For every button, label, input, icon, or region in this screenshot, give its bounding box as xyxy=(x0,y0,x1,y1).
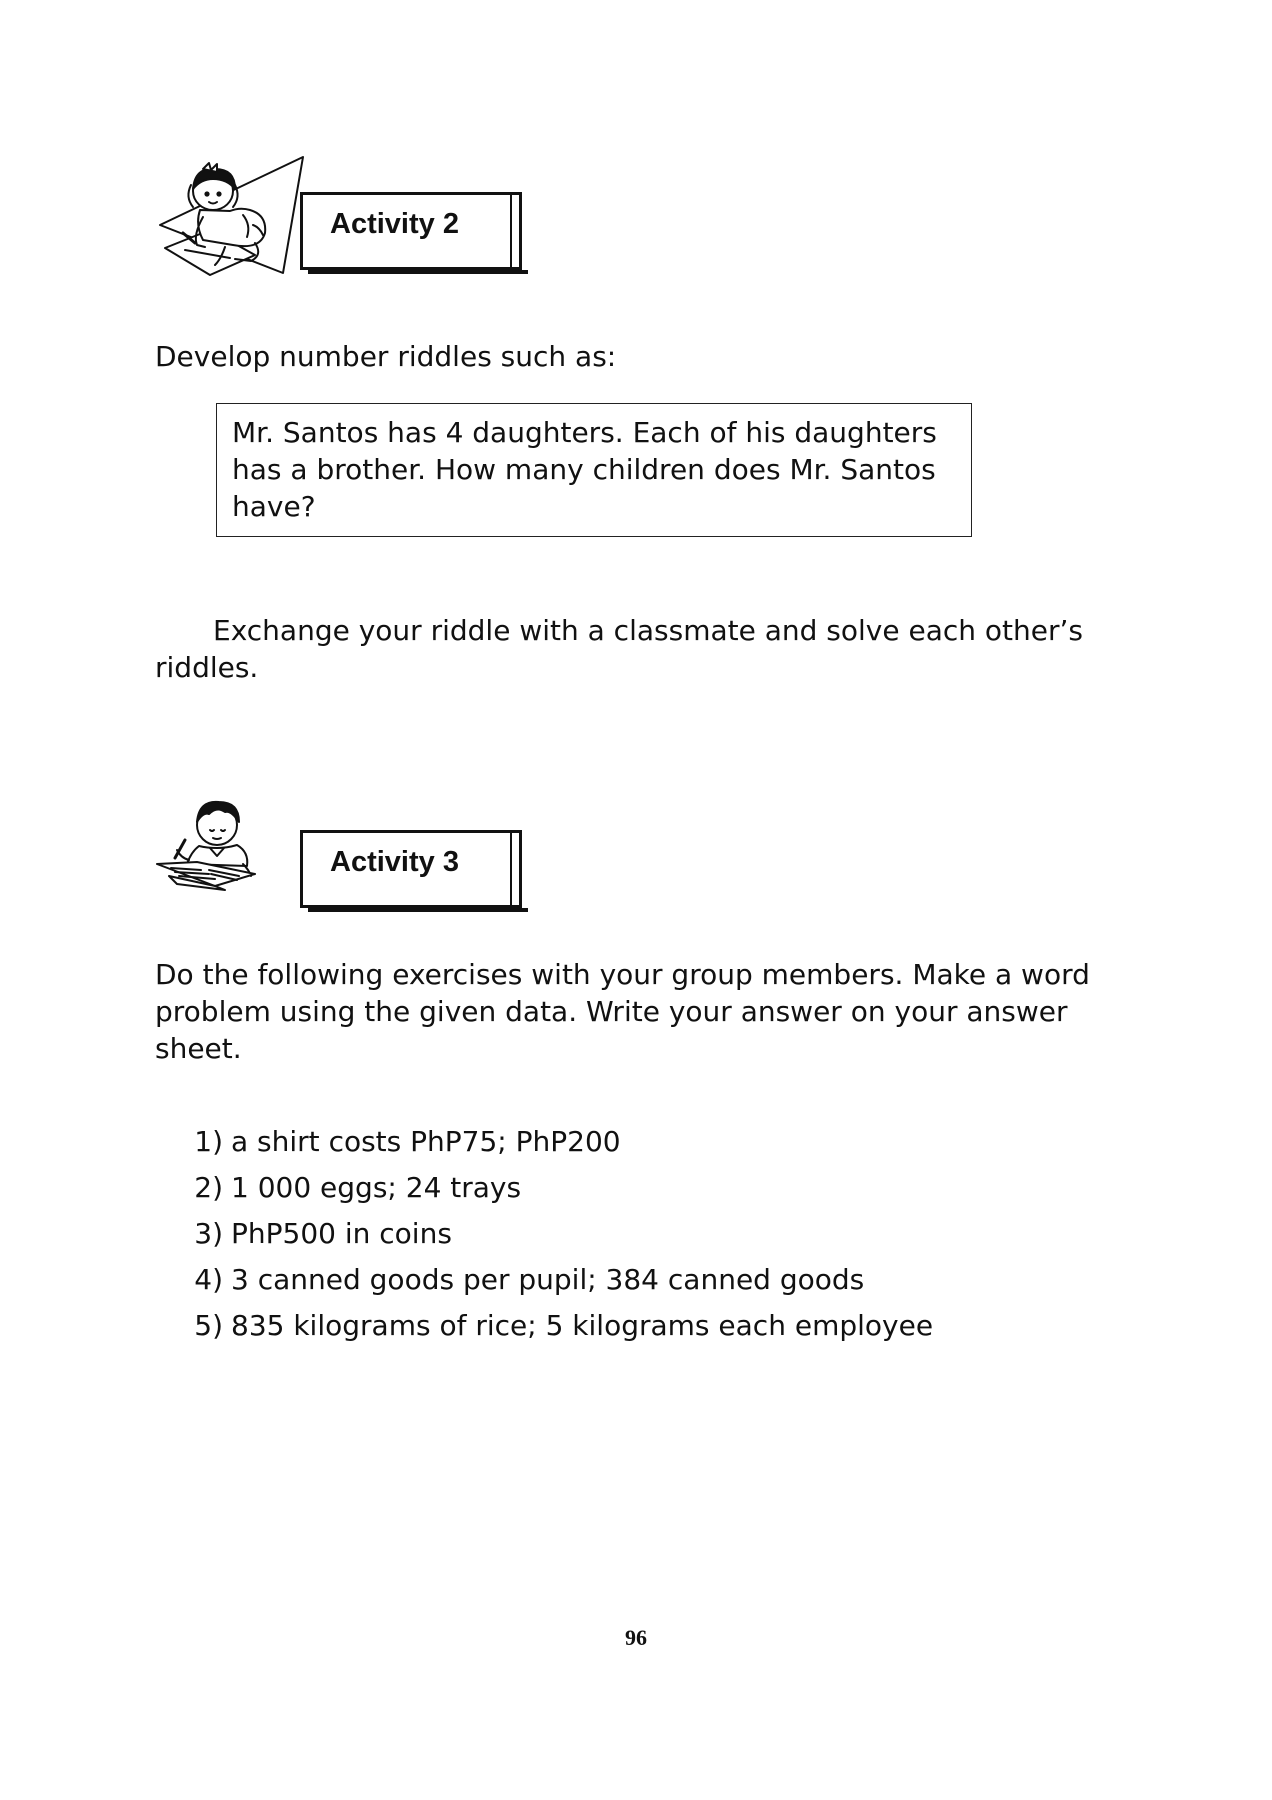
list-item xyxy=(155,1165,933,1211)
list-item xyxy=(155,1119,933,1165)
activity-2-banner xyxy=(300,192,528,276)
exercise-list xyxy=(155,1119,933,1349)
riddle-example-box xyxy=(216,403,972,537)
boy-writing-icon xyxy=(155,790,280,900)
item-text: 3 canned goods per pupil; 384 canned goods xyxy=(231,1263,865,1296)
list-item xyxy=(155,1257,933,1303)
riddle-example-text: Mr. Santos has 4 daughters. Each of his daughters has a brother. How many children does Mr. Santos have? xyxy=(232,416,937,523)
page-number: 96 xyxy=(625,1625,647,1650)
item-number: 4) xyxy=(194,1263,223,1296)
item-number: 5) xyxy=(194,1309,223,1342)
girl-drawing-icon xyxy=(155,155,315,280)
activity-2-title: Activity 2 xyxy=(330,208,459,240)
activity-2-intro: Develop number riddles such as: xyxy=(155,340,617,373)
item-text: 835 kilograms of rice; 5 kilograms each employee xyxy=(231,1309,934,1342)
item-text: PhP500 in coins xyxy=(231,1217,452,1250)
item-number: 3) xyxy=(194,1217,223,1250)
activity-3-instruction: Do the following exercises with your group members. Make a word problem using the given data. Write your answer on your answer sheet. xyxy=(155,958,1090,1065)
activity-3-title: Activity 3 xyxy=(330,846,459,878)
list-item xyxy=(155,1303,933,1349)
item-text: 1 000 eggs; 24 trays xyxy=(231,1171,522,1204)
item-text: a shirt costs PhP75; PhP200 xyxy=(231,1125,621,1158)
item-number: 1) xyxy=(194,1125,223,1158)
activity-3-banner xyxy=(300,830,528,914)
activity-2-instruction: Exchange your riddle with a classmate and solve each other’s riddles. xyxy=(155,614,1084,684)
list-item xyxy=(155,1211,933,1257)
item-number: 2) xyxy=(194,1171,223,1204)
